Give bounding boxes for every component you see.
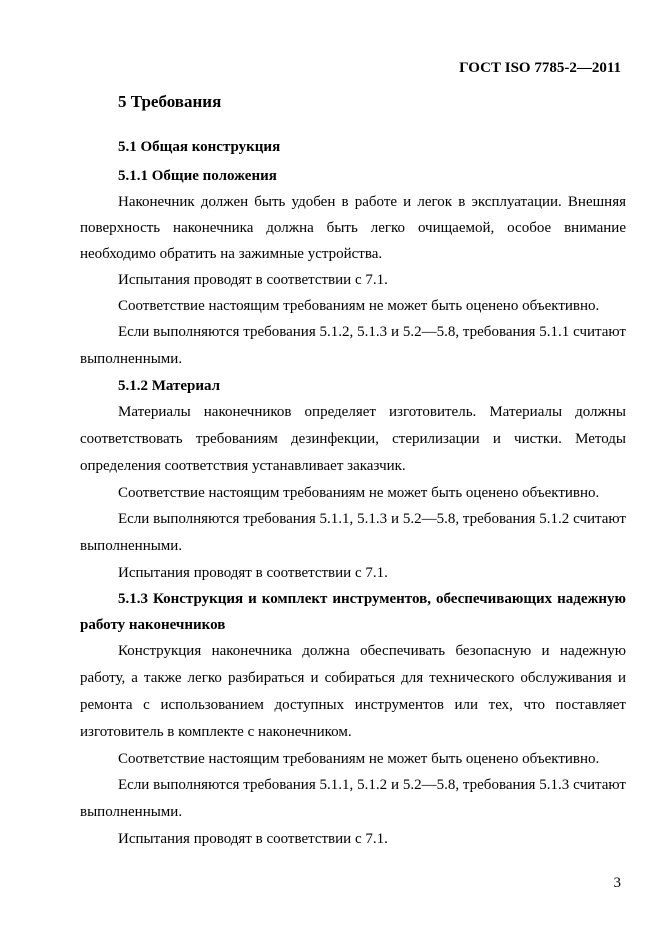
paragraph: Соответствие настоящим требованиям не может быть оценено объективно.	[118, 298, 600, 314]
paragraph: Испытания проводят в соответствии с 7.1.	[118, 272, 388, 288]
paragraph: Конструкция наконечника должна обеспечивать безопасную и надежную работу, а также легко разбираться и собираться для технического обслуживания и ремонта с использованием доступных инструментов или тех, что поставляет изготовитель в комплекте с наконечником.	[80, 643, 626, 740]
page-number: 3	[613, 875, 621, 891]
standard-header: ГОСТ ISO 7785-2—2011	[459, 60, 621, 76]
subsection-5-1-title: 5.1 Общая конструкция	[118, 139, 281, 155]
paragraph: Испытания проводят в соответствии с 7.1.	[118, 831, 388, 847]
subsection-5-1-3-title: 5.1.3 Конструкция и комплект инструментов, обеспечивающих надежную работу наконечников	[80, 591, 626, 633]
paragraph: Испытания проводят в соответствии с 7.1.	[118, 565, 388, 581]
paragraph: Материалы наконечников определяет изготовитель. Материалы должны соответствовать требованиям дезинфекции, стерилизации и чистки. Методы определения соответствия устанавливает заказчик.	[80, 404, 626, 474]
subsection-5-1-1-title: 5.1.1 Общие положения	[118, 168, 277, 184]
paragraph: Если выполняются требования 5.1.1, 5.1.2 и 5.2—5.8, требования 5.1.3 считают выполненными.	[80, 777, 626, 820]
paragraph: Соответствие настоящим требованиям не может быть оценено объективно.	[118, 751, 600, 767]
paragraph: Наконечник должен быть удобен в работе и легок в эксплуатации. Внешняя поверхность наконечника должна быть легко очищаемой, особое внимание необходимо обратить на зажимные устройства.	[80, 194, 626, 262]
document-body	[80, 134, 626, 852]
paragraph: Если выполняются требования 5.1.1, 5.1.3 и 5.2—5.8, требования 5.1.2 считают выполненными.	[80, 511, 626, 554]
paragraph: Соответствие настоящим требованиям не может быть оценено объективно.	[118, 485, 600, 501]
paragraph: Если выполняются требования 5.1.2, 5.1.3 и 5.2—5.8, требования 5.1.1 считают выполненными.	[80, 324, 626, 367]
section-title: 5 Требования	[118, 92, 222, 111]
subsection-5-1-2-title: 5.1.2 Материал	[118, 378, 221, 394]
